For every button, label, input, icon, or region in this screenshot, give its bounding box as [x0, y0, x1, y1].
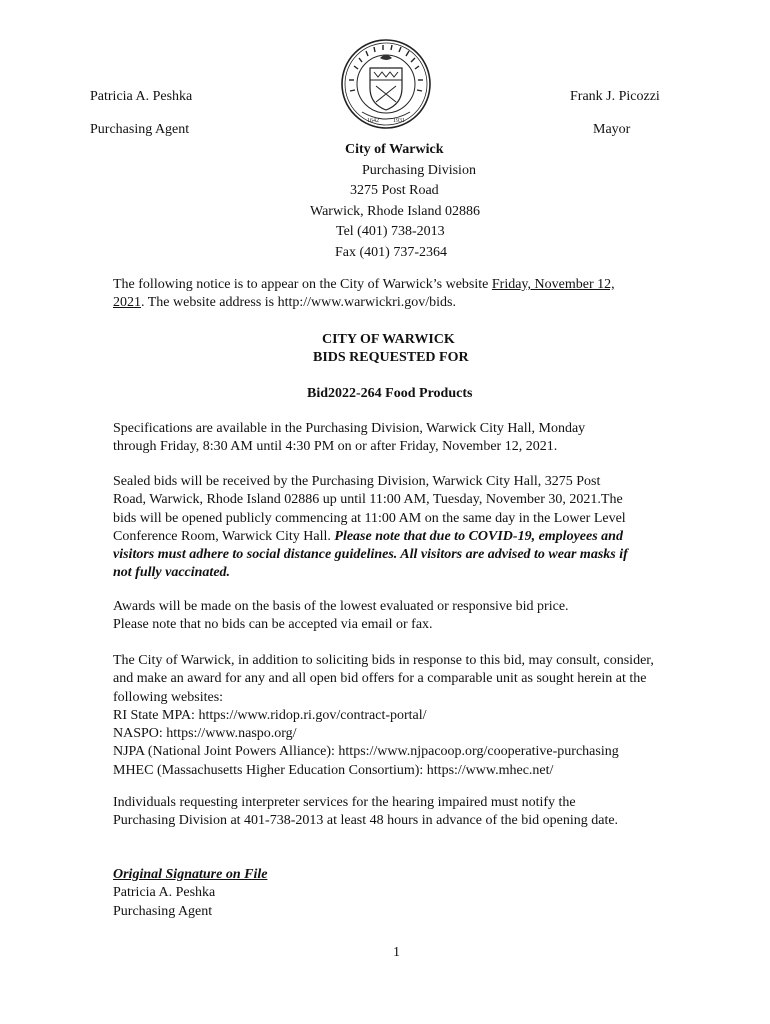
sealed-line: Conference Room, Warwick City Hall.: [113, 528, 335, 544]
mayor-name: Frank J. Picozzi: [570, 89, 660, 104]
mayor-title: Mayor: [593, 122, 631, 137]
coop-website: NASPO: https://www.naspo.org/: [113, 726, 297, 742]
division-name: Purchasing Division: [362, 163, 476, 178]
interp-line: Individuals requesting interpreter services for the hearing impaired must notify the: [113, 795, 576, 810]
awards-line: Please note that no bids can be accepted via email or fax.: [113, 617, 433, 633]
svg-text:1642: 1642: [367, 118, 379, 124]
sealed-line: Road, Warwick, Rhode Island 02886 up until 11:00 AM, Tuesday, November 30, 2021.The: [113, 492, 623, 508]
sealed-bids-paragraph: [113, 473, 683, 583]
city-seal-logo: [340, 36, 432, 132]
coop-line: The City of Warwick, in addition to soliciting bids in response to this bid, may consult, consider,: [113, 653, 654, 668]
covid-note: visitors must adhere to social distance guidelines. All visitors are advised to wear masks if: [113, 547, 628, 563]
interpreter-paragraph: [113, 794, 673, 831]
agent-name: Patricia A. Peshka: [90, 89, 193, 104]
spec-line: through Friday, 8:30 AM until 4:30 PM on or after Friday, November 12, 2021.: [113, 439, 558, 455]
street-address: 3275 Post Road: [350, 183, 439, 198]
notice-date-2: 2021: [113, 295, 141, 311]
sealed-line: bids will be opened publicly commencing at 11:00 AM on the same day in the Lower Level: [113, 510, 626, 526]
spec-paragraph: [113, 420, 673, 457]
coop-website: RI State MPA: https://www.ridop.ri.gov/contract-portal/: [113, 707, 427, 723]
heading-bids: BIDS REQUESTED FOR: [313, 350, 469, 365]
spec-line: Specifications are available in the Purchasing Division, Warwick City Hall, Monday: [113, 421, 586, 436]
notice-text-2: . The website address is http://www.warwickri.gov/bids.: [141, 295, 456, 311]
coop-paragraph: [113, 652, 703, 780]
city-address: Warwick, Rhode Island 02886: [310, 204, 480, 219]
covid-note: not fully vaccinated.: [113, 565, 231, 581]
signature-block: [113, 866, 413, 921]
signature-label: Original Signature on File: [113, 867, 268, 882]
sealed-line: Sealed bids will be received by the Purchasing Division, Warwick City Hall, 3275 Post: [113, 474, 601, 489]
covid-note: Please note that due to COVID-19, employees and: [334, 528, 623, 544]
awards-paragraph: [113, 598, 673, 635]
coop-line: and make an award for any and all open bid offers for a comparable unit as sought herein at the: [113, 671, 647, 687]
interp-line: Purchasing Division at 401-738-2013 at least 48 hours in advance of the bid opening date.: [113, 813, 619, 829]
awards-line: Awards will be made on the basis of the lowest evaluated or responsive bid price.: [113, 599, 569, 614]
bid-title: Bid2022-264 Food Products: [307, 386, 473, 401]
agent-title: Purchasing Agent: [90, 122, 190, 137]
notice-text-1: The following notice is to appear on the City of Warwick’s website: [113, 277, 492, 292]
signature-title: Purchasing Agent: [113, 903, 213, 919]
heading-city: CITY OF WARWICK: [322, 332, 455, 347]
signature-name: Patricia A. Peshka: [113, 885, 216, 901]
coop-line: following websites:: [113, 689, 224, 705]
coop-website: MHEC (Massachusetts Higher Education Consortium): https://www.mhec.net/: [113, 762, 554, 778]
svg-text:1931: 1931: [393, 118, 405, 124]
fax-number: Fax (401) 737-2364: [335, 245, 447, 260]
notice-date-1: Friday, November 12,: [491, 277, 615, 292]
tel-number: Tel (401) 738-2013: [336, 224, 445, 239]
org-name: City of Warwick: [345, 142, 444, 157]
coop-website: NJPA (National Joint Powers Alliance): https://www.njpacoop.org/cooperative-purchasing: [113, 744, 619, 760]
page-number: 1: [393, 945, 400, 960]
notice-paragraph: [113, 276, 673, 313]
